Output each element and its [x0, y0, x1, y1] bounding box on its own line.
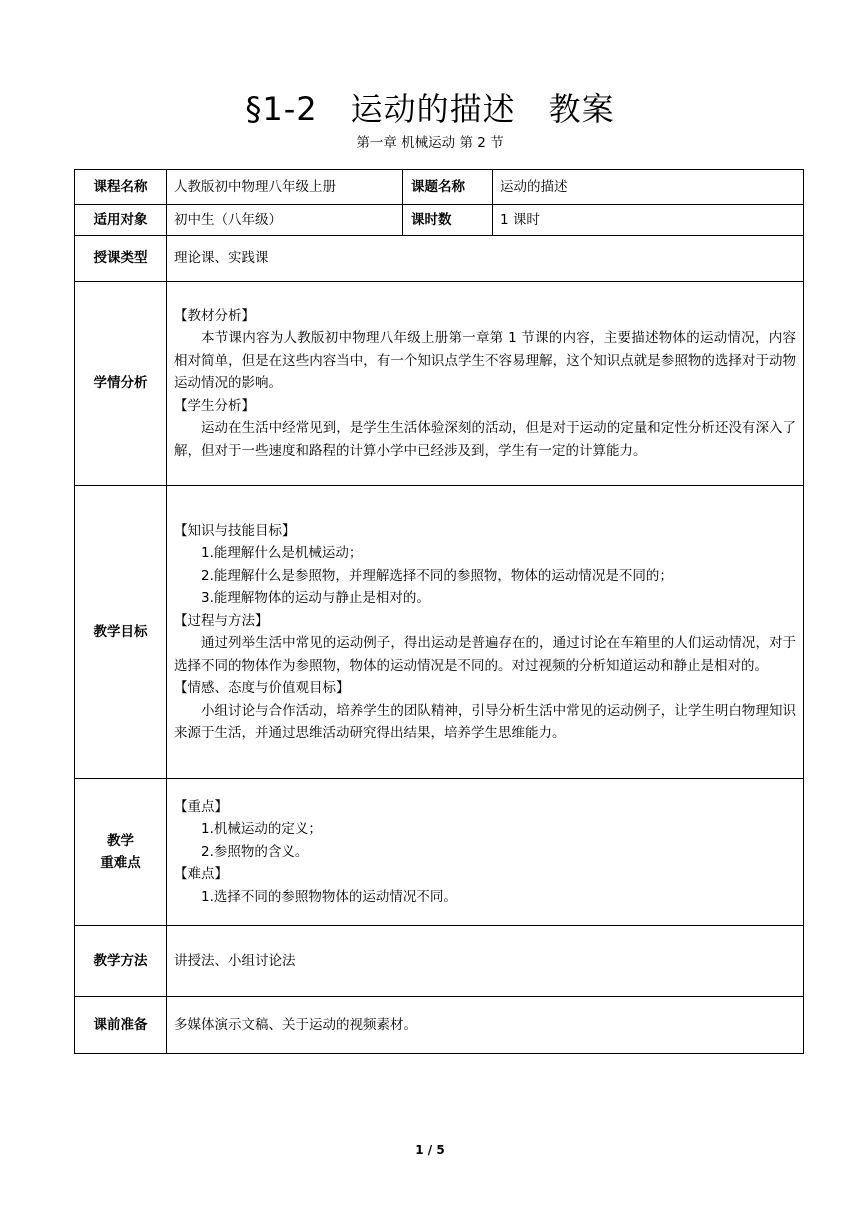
table-row-type [75, 236, 804, 282]
goals-label: 教学目标 [75, 486, 167, 779]
emotion-goals-text: 小组讨论与合作活动，培养学生的团队精神，引导分析生活中常见的运动例子，让学生明白物理知识来源于生活，并通过思维活动研究得出结果，培养学生思维能力。 [174, 702, 796, 741]
key-point-item: 2.参照物的含义。 [201, 843, 309, 860]
method-label: 教学方法 [75, 926, 167, 997]
type-value: 理论课、实践课 [167, 236, 804, 282]
hours-label: 课时数 [403, 205, 493, 236]
knowledge-goal-item: 2.能理解什么是参照物，并理解选择不同的参照物，物体的运动情况是不同的； [201, 567, 673, 584]
keypoints-content [167, 779, 804, 926]
table-row-audience [75, 205, 804, 236]
type-label: 授课类型 [75, 236, 167, 282]
prep-value: 多媒体演示文稿、关于运动的视频素材。 [167, 997, 804, 1054]
emotion-goals-heading: 【情感、态度与价值观目标】 [174, 680, 350, 696]
knowledge-goal-item: 3.能理解物体的运动与静止是相对的。 [201, 590, 430, 606]
knowledge-goals-heading: 【知识与技能目标】 [174, 522, 296, 539]
method-value: 讲授法、小组讨论法 [167, 926, 804, 997]
table-row-prep [75, 997, 804, 1054]
key-points-heading: 【重点】 [174, 798, 228, 815]
difficult-points-heading: 【难点】 [174, 866, 228, 883]
key-point-item: 1.机械运动的定义； [201, 821, 322, 838]
course-name-value: 人教版初中物理八年级上册 [167, 170, 403, 205]
table-row-method [75, 926, 804, 997]
keypoints-label-line1: 教学 [107, 832, 134, 849]
topic-label: 课题名称 [403, 170, 493, 205]
document-title: §1-2 运动的描述 教案 [245, 90, 615, 128]
keypoints-label [75, 779, 167, 926]
process-goals-heading: 【过程与方法】 [174, 612, 269, 629]
hours-value: 1 课时 [493, 205, 804, 236]
textbook-analysis-text: 本节课内容为人教版初中物理八年级上册第一章第 1 节课的内容，主要描述物体的运动情况，内容相对简单，但是在这些内容当中，有一个知识点学生不容易理解，这个知识点就是参照物的选择对于动物运动情况的影响。 [174, 330, 796, 392]
analysis-label: 学情分析 [75, 282, 167, 486]
topic-value: 运动的描述 [493, 170, 804, 205]
difficult-point-item: 1.选择不同的参照物物体的运动情况不同。 [201, 888, 457, 905]
course-name-label: 课程名称 [75, 170, 167, 205]
audience-label: 适用对象 [75, 205, 167, 236]
student-analysis-heading: 【学生分析】 [174, 397, 255, 414]
table-row-analysis [75, 282, 804, 486]
page-number: 1 / 5 [415, 1143, 445, 1157]
table-row-keypoints [75, 779, 804, 926]
textbook-analysis-heading: 【教材分析】 [174, 307, 255, 324]
process-goals-text: 通过列举生活中常见的运动例子，得出运动是普遍存在的，通过讨论在车箱里的人们运动情况，对于选择不同的物体作为参照物，物体的运动情况是不同的。对过视频的分析知道运动和静止是相对的。 [174, 635, 796, 674]
document-subtitle: 第一章 机械运动 第 2 节 [356, 135, 504, 151]
lesson-plan-table [74, 169, 804, 1054]
knowledge-goal-item: 1.能理解什么是机械运动； [201, 545, 363, 561]
table-row-course [75, 170, 804, 205]
keypoints-label-line2: 重难点 [100, 855, 141, 871]
table-row-goals [75, 486, 804, 779]
prep-label: 课前准备 [75, 997, 167, 1054]
analysis-content [167, 282, 804, 486]
student-analysis-text: 运动在生活中经常见到，是学生生活体验深刻的活动，但是对于运动的定量和定性分析还没有深入了解，但对于一些速度和路程的计算小学中已经涉及到，学生有一定的计算能力。 [174, 420, 796, 459]
audience-value: 初中生（八年级） [167, 205, 403, 236]
goals-content [167, 486, 804, 779]
